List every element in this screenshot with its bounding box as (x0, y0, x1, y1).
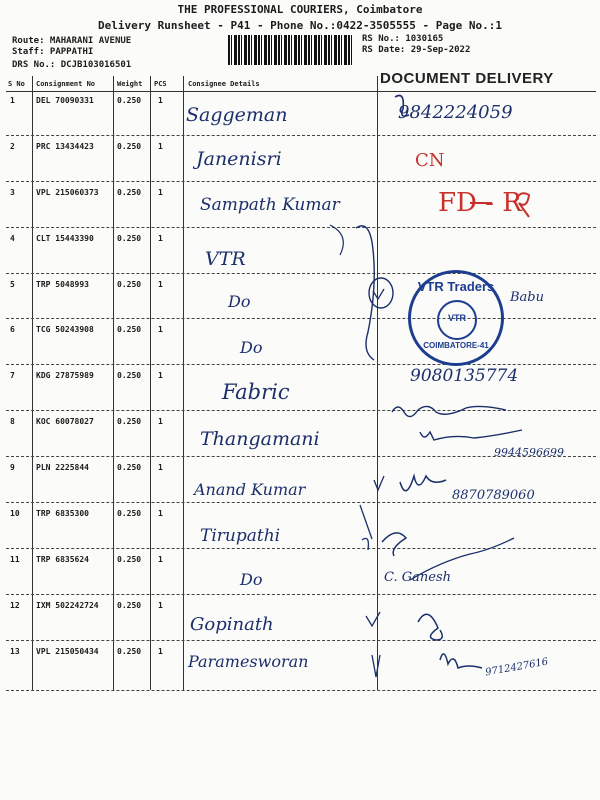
row-pieces: 1 (158, 234, 163, 243)
row-weight: 0.250 (117, 188, 142, 197)
handwritten-name: Paramesworan (188, 652, 309, 671)
route-label: Route: MAHARANI AVENUE (12, 36, 132, 46)
drs-number: DRS No.: DCJB103016501 (12, 60, 132, 70)
pen-stroke (373, 289, 384, 299)
row-weight: 0.250 (117, 325, 142, 334)
row-consignment-number: VPL 215060373 (36, 188, 99, 197)
row-consignment-number: TRP 6835624 (36, 555, 89, 564)
row-pieces: 1 (158, 188, 163, 197)
handwritten-name: Saggeman (186, 104, 288, 126)
seal-emblem-text: VTR (448, 313, 466, 323)
row-consignment-number: PRC 13434423 (36, 142, 94, 151)
row-weight: 0.250 (117, 647, 142, 656)
handwritten-name: Fabric (222, 380, 290, 404)
row-weight: 0.250 (117, 96, 142, 105)
handwritten-name: Tirupathi (200, 526, 281, 546)
signature-scribble (382, 533, 406, 556)
tick-mark (374, 476, 384, 490)
row-pieces: 1 (158, 142, 163, 151)
runsheet-title: Delivery Runsheet - P41 - Phone No.:0422-3505555 - Page No.:1 (98, 19, 502, 32)
tick-mark (372, 655, 380, 677)
row-weight: 0.250 (117, 234, 142, 243)
handwritten-name: Do (240, 570, 263, 589)
row-pieces: 1 (158, 463, 163, 472)
row-weight: 0.250 (117, 601, 142, 610)
signature-scribble (418, 614, 442, 640)
signature-phone: 9842224059 (398, 102, 513, 123)
row-serial-number: 3 (10, 188, 15, 197)
signature-scribble (420, 430, 522, 440)
row-consignment-number: KOC 60078027 (36, 417, 94, 426)
row-weight: 0.250 (117, 280, 142, 289)
row-weight: 0.250 (117, 463, 142, 472)
seal-emblem (437, 300, 477, 340)
signature-phone: 9080135774 (410, 366, 519, 386)
row-serial-number: 6 (10, 325, 15, 334)
col-consignment: Consignment No (36, 80, 96, 88)
signature-scribble (440, 654, 482, 668)
row-consignment-number: PLN 2225844 (36, 463, 89, 472)
row-pieces: 1 (158, 601, 163, 610)
col-pcs: PCS (154, 80, 167, 88)
row-consignment-number: DEL 70090331 (36, 96, 94, 105)
handwritten-name: Sampath Kumar (200, 195, 340, 215)
company-title: THE PROFESSIONAL COURIERS, Coimbatore (177, 3, 423, 16)
row-serial-number: 7 (10, 371, 15, 380)
row-serial-number: 8 (10, 417, 15, 426)
row-serial-number: 10 (10, 509, 20, 518)
col-consignee: Consignee Details (188, 80, 260, 88)
handwritten-name: Anand Kumar (194, 480, 306, 499)
row-pieces: 1 (158, 555, 163, 564)
row-consignment-number: TRP 6835300 (36, 509, 89, 518)
row-serial-number: 11 (10, 555, 20, 564)
handwritten-name: Thangamani (200, 428, 320, 450)
seal-name: VTR Traders (417, 279, 495, 294)
company-seal (408, 270, 504, 366)
signature-scribble (400, 476, 446, 491)
row-pieces: 1 (158, 96, 163, 105)
signature-scribble (395, 96, 409, 117)
rs-number: RS No.: 1030165 (362, 34, 444, 44)
row-serial-number: 9 (10, 463, 15, 472)
row-pieces: 1 (158, 417, 163, 426)
row-serial-number: 2 (10, 142, 15, 151)
handwritten-name: VTR (205, 248, 246, 270)
row-serial-number: 1 (10, 96, 15, 105)
col-sno: S No (8, 80, 25, 88)
row-serial-number: 13 (10, 647, 20, 656)
handwritten-name: Do (228, 292, 251, 311)
row-pieces: 1 (158, 371, 163, 380)
row-serial-number: 12 (10, 601, 20, 610)
signature: C. Ganesh (384, 570, 451, 585)
seal-city: COIMBATORE-41 (423, 341, 489, 350)
row-pieces: 1 (158, 509, 163, 518)
rs-date: RS Date: 29-Sep-2022 (362, 45, 471, 55)
row-weight: 0.250 (117, 509, 142, 518)
row-consignment-number: IXM 502242724 (36, 601, 99, 610)
row-consignment-number: TCG 50243908 (36, 325, 94, 334)
staff-label: Staff: PAPPATHI (12, 47, 94, 57)
bracket-stroke (356, 226, 374, 360)
row-weight: 0.250 (117, 142, 142, 151)
signature-phone: 8870789060 (452, 488, 535, 503)
row-consignment-number: VPL 215050434 (36, 647, 99, 656)
pen-stroke (330, 225, 343, 255)
row-pieces: 1 (158, 647, 163, 656)
row-serial-number: 4 (10, 234, 15, 243)
red-mark (470, 193, 529, 217)
signature-phone: 9712427616 (484, 656, 550, 679)
row-serial-number: 5 (10, 280, 15, 289)
signature: Babu (510, 290, 544, 305)
row-consignment-number: KDG 27875989 (36, 371, 94, 380)
signature-phone: 9944596699 (494, 446, 564, 459)
signature-mark: CN (415, 150, 445, 171)
row-weight: 0.250 (117, 417, 142, 426)
row-consignment-number: CLT 15443390 (36, 234, 94, 243)
signature-scribble (392, 406, 506, 416)
signature-mark: FD - R (438, 188, 522, 218)
handwritten-name: Gopinath (190, 614, 274, 635)
signature-scribble (410, 538, 514, 580)
row-consignment-number: TRP 5048993 (36, 280, 89, 289)
pen-stroke (360, 505, 372, 550)
col-weight: Weight (117, 80, 143, 88)
row-pieces: 1 (158, 325, 163, 334)
row-pieces: 1 (158, 280, 163, 289)
handwritten-name: Do (240, 338, 263, 357)
handwritten-name: Janenisri (196, 148, 282, 170)
tick-mark (366, 612, 380, 626)
row-weight: 0.250 (117, 555, 142, 564)
row-weight: 0.250 (117, 371, 142, 380)
document-delivery-stamp: DOCUMENT DELIVERY (380, 70, 554, 87)
